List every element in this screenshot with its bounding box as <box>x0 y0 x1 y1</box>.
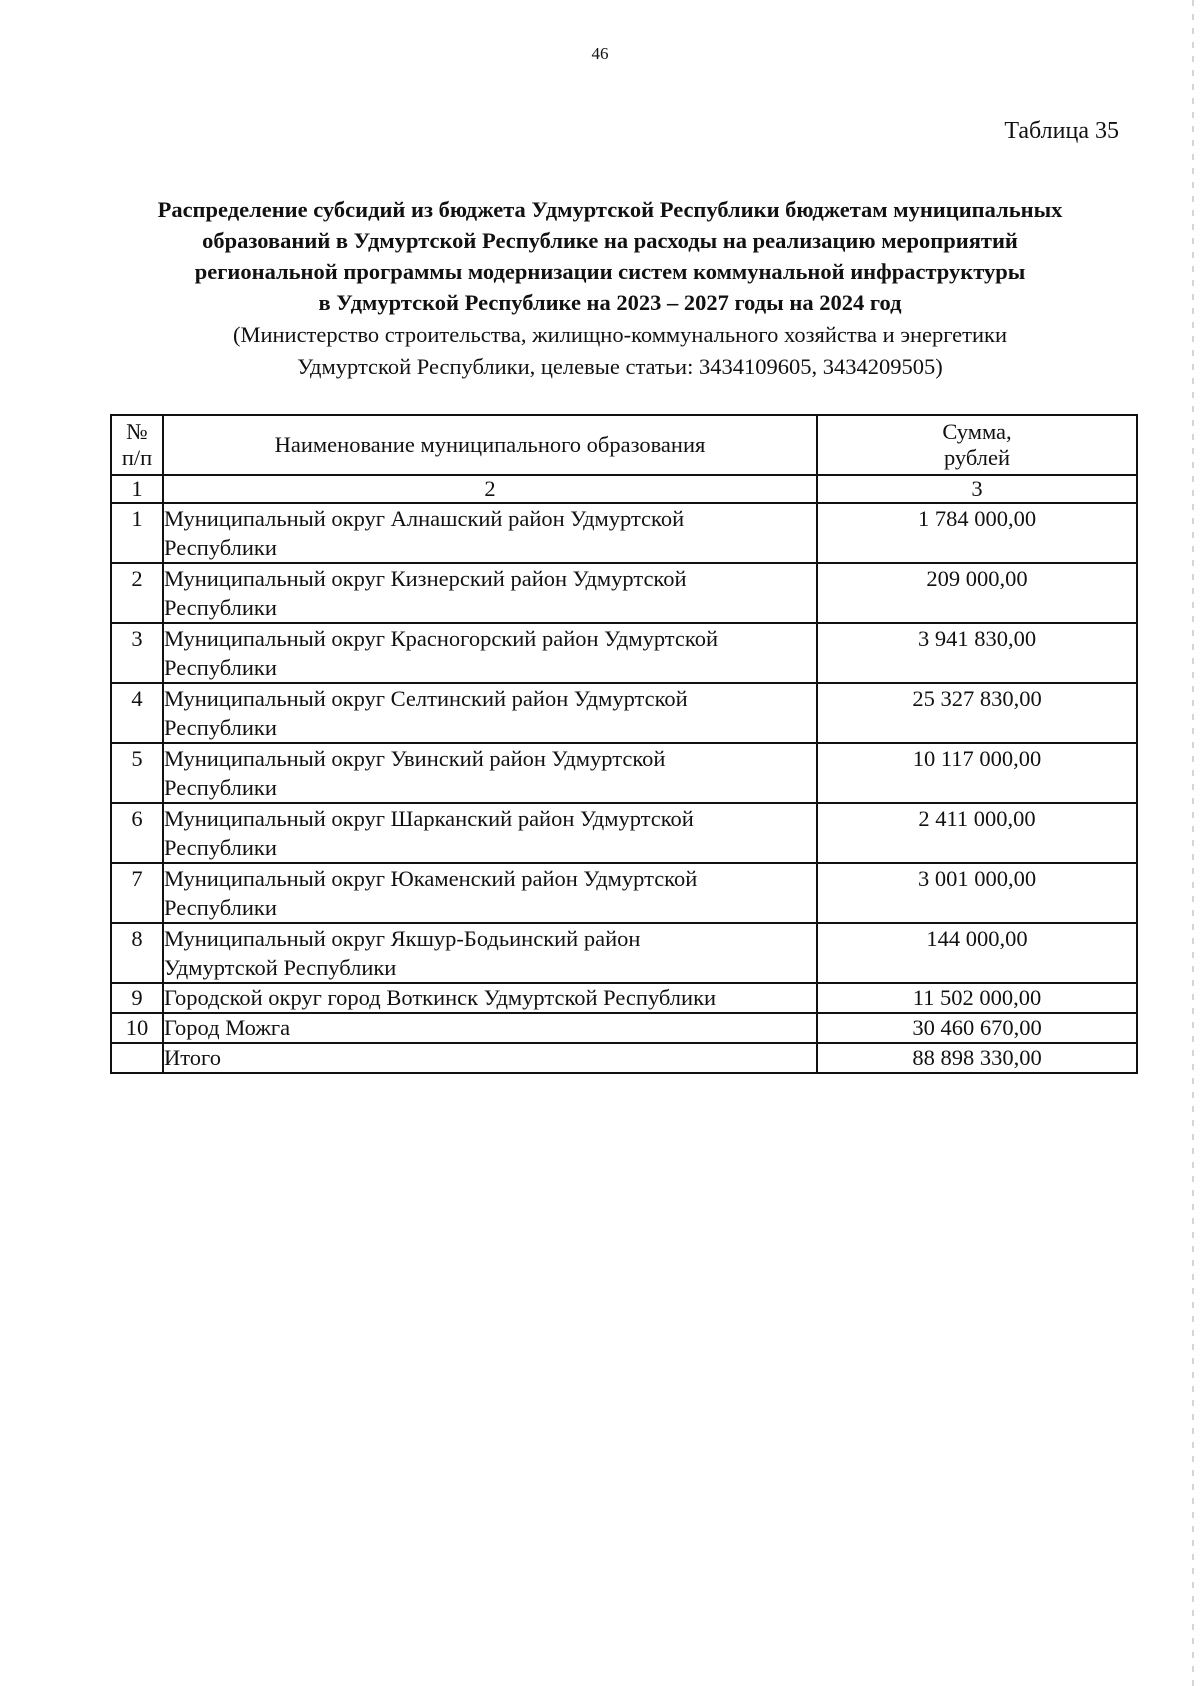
table-row <box>111 683 1137 743</box>
row-name-line: Республики <box>164 655 277 680</box>
row-name-line: Муниципальный округ Алнашский район Удмуртской <box>164 506 685 531</box>
table-label: Таблица 35 <box>1004 118 1119 144</box>
row-name-line: Муниципальный округ Красногорский район Удмуртской <box>164 626 718 651</box>
row-number: 1 <box>111 503 163 563</box>
table-row <box>111 743 1137 803</box>
row-name-line: Удмуртской Республики <box>164 955 397 980</box>
subtitle-line: Удмуртской Республики, целевые статьи: 3434109605, 3434209505) <box>297 354 943 379</box>
table-row <box>111 983 1137 1013</box>
header-sum-line: рублей <box>943 445 1011 470</box>
row-name-line: Муниципальный округ Якшур-Бодьинский район <box>164 926 641 951</box>
row-name <box>163 743 817 803</box>
row-name <box>163 863 817 923</box>
row-sum: 25 327 830,00 <box>817 683 1137 743</box>
header-number-line: № <box>126 419 148 444</box>
table-row <box>111 503 1137 563</box>
row-name-line: Муниципальный округ Кизнерский район Удмуртской <box>164 566 687 591</box>
title-line: образований в Удмуртской Республике на расходы на реализацию мероприятий <box>202 228 1018 253</box>
subtitle-line: (Министерство строительства, жилищно-коммунального хозяйства и энергетики <box>232 322 1008 347</box>
row-name-line: Республики <box>164 595 277 620</box>
row-name-line: Республики <box>164 895 277 920</box>
row-number: 10 <box>111 1013 163 1043</box>
row-sum: 10 117 000,00 <box>817 743 1137 803</box>
total-number <box>111 1043 163 1073</box>
row-name-line: Республики <box>164 775 277 800</box>
row-name <box>163 683 817 743</box>
row-name <box>163 803 817 863</box>
row-name <box>163 563 817 623</box>
total-sum: 88 898 330,00 <box>817 1043 1137 1073</box>
table-row <box>111 803 1137 863</box>
row-number: 4 <box>111 683 163 743</box>
row-name <box>163 623 817 683</box>
header-sum <box>817 415 1137 475</box>
row-sum: 1 784 000,00 <box>817 503 1137 563</box>
row-name-line: Муниципальный округ Увинский район Удмуртской <box>164 746 666 771</box>
row-number: 5 <box>111 743 163 803</box>
column-index: 2 <box>163 475 817 503</box>
row-sum: 3 001 000,00 <box>817 863 1137 923</box>
row-number: 8 <box>111 923 163 983</box>
title-line: Распределение субсидий из бюджета Удмуртской Республики бюджетам муниципальных <box>157 197 1063 222</box>
row-sum: 144 000,00 <box>817 923 1137 983</box>
row-name-line: Республики <box>164 835 277 860</box>
table-row <box>111 863 1137 923</box>
subsidy-table <box>110 414 1138 1074</box>
table-row <box>111 923 1137 983</box>
row-name: Городской округ город Воткинск Удмуртской Республики <box>163 983 817 1013</box>
document-subtitle <box>100 319 1140 383</box>
row-number: 3 <box>111 623 163 683</box>
row-name-line: Муниципальный округ Юкаменский район Удмуртской <box>164 866 698 891</box>
row-name-line: Муниципальный округ Селтинский район Удмуртской <box>164 686 688 711</box>
header-name: Наименование муниципального образования <box>163 415 817 475</box>
row-number: 6 <box>111 803 163 863</box>
scan-edge-artifact <box>1192 0 1194 1686</box>
row-name-line: Республики <box>164 535 277 560</box>
row-number: 7 <box>111 863 163 923</box>
title-line: региональной программы модернизации систем коммунальной инфраструктуры <box>194 259 1026 284</box>
column-index-row <box>111 475 1137 503</box>
document-title <box>100 194 1120 318</box>
row-sum: 2 411 000,00 <box>817 803 1137 863</box>
header-number <box>111 415 163 475</box>
row-name <box>163 503 817 563</box>
header-number-line: п/п <box>121 445 153 470</box>
row-sum: 3 941 830,00 <box>817 623 1137 683</box>
table-row <box>111 623 1137 683</box>
row-sum: 30 460 670,00 <box>817 1013 1137 1043</box>
row-name: Город Можга <box>163 1013 817 1043</box>
title-line: в Удмуртской Республике на 2023 – 2027 годы на 2024 год <box>318 290 902 315</box>
row-sum: 209 000,00 <box>817 563 1137 623</box>
table-row <box>111 563 1137 623</box>
row-number: 2 <box>111 563 163 623</box>
row-name <box>163 923 817 983</box>
total-row <box>111 1043 1137 1073</box>
header-sum-line: Сумма, <box>942 419 1012 444</box>
column-index: 3 <box>817 475 1137 503</box>
row-name-line: Республики <box>164 715 277 740</box>
row-sum: 11 502 000,00 <box>817 983 1137 1013</box>
table-header-row <box>111 415 1137 475</box>
page-number: 46 <box>591 44 609 63</box>
row-name-line: Муниципальный округ Шарканский район Удмуртской <box>164 806 694 831</box>
row-number: 9 <box>111 983 163 1013</box>
table-row <box>111 1013 1137 1043</box>
column-index: 1 <box>111 475 163 503</box>
total-label: Итого <box>163 1043 817 1073</box>
